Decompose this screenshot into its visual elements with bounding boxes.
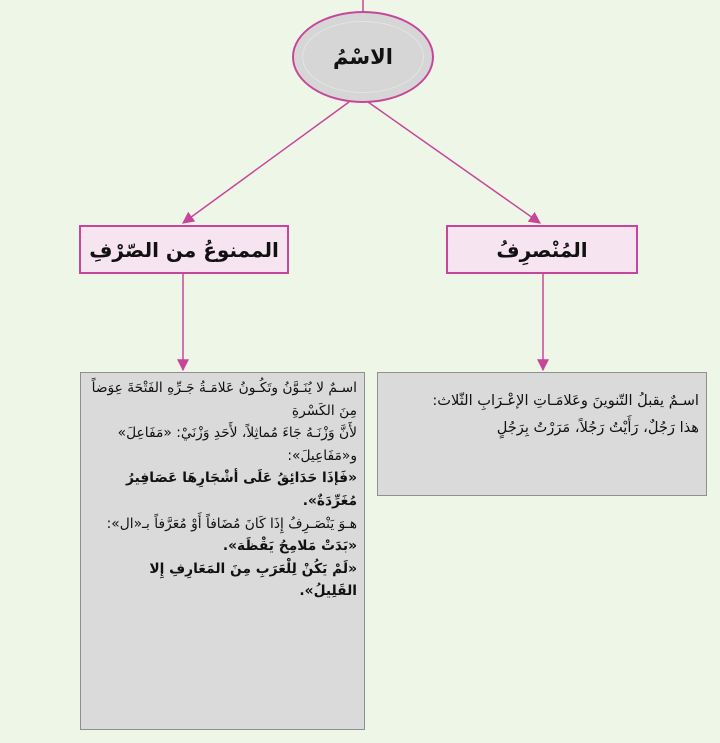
example-line: «فَإذَا حَدَائِقُ عَلَى أشْجَارِهَا عَصَافِيرُ مُغَرِّدَةٌ». [126, 470, 357, 509]
description-line: اسـمٌ يقبلُ التّنوينَ وعَلامَـاتِ الإعْـرَابِ الثّلاث: [432, 392, 699, 409]
root-to-right-connector [368, 102, 540, 223]
example-line: هذا رَجُلٌ، رَأَيْتُ رَجُلاً، مَرَرْتُ بِرَجُلٍ [496, 419, 699, 436]
description-line: اسـمٌ لا يُنَـوَّنُ وتَكُـونُ عَلامَـةُ جَـرِّهِ الفَتْحَةَ عِوَضاً مِنَ الكَسْرةِ [91, 380, 357, 419]
root-label: الاسْمُ [333, 45, 393, 69]
description-box-munsarif [377, 372, 707, 496]
example-line: «لَمْ يَكُنْ لِلْعَرَبِ مِنَ المَعَارِفِ إِلا القَلِيلُ». [149, 560, 357, 600]
category-label-munsarif: المُنْصرِفُ [496, 237, 588, 262]
description-line: هـوَ يَنْصَـرِفُ إِذَا كَانَ مُضَافاً أَوْ مُعَرَّفاً بـ«ال»: [106, 515, 357, 532]
root-to-left-connector [183, 102, 349, 223]
category-box-mamnu [79, 225, 289, 274]
root-node [292, 11, 434, 103]
description-line: لأَنَّ وَزْنَـهُ جَاءَ مُماثِلاً، لأَحَدِ وَزْنَيْ: «مَفَاعِلَ» و«مَفَاعِيلَ»: [117, 425, 357, 464]
example-line: «بَدَتْ مَلامِحُ يَقْظَة». [222, 538, 357, 555]
description-box-mamnu [80, 372, 365, 730]
category-label-mamnu: الممنوعُ من الصّرْفِ [89, 237, 279, 262]
category-box-munsarif [446, 225, 638, 274]
